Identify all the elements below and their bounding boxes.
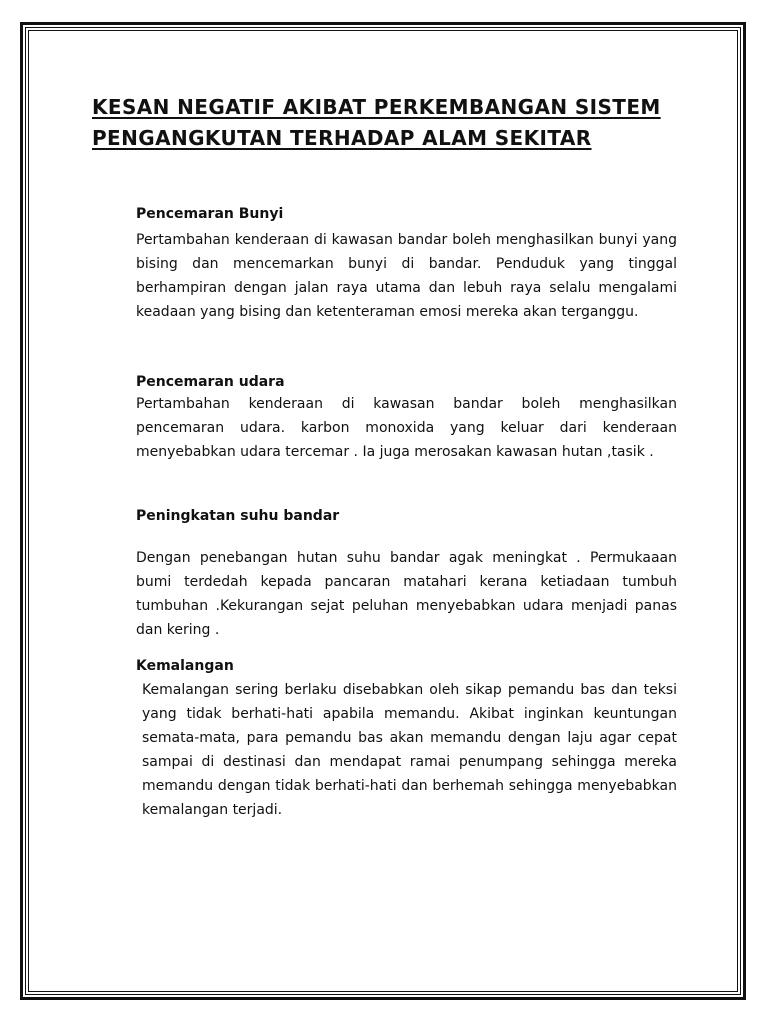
section-body: Dengan penebangan hutan suhu bandar agak meningkat . Permukaaan bumi terdedah kepada pancaran matahari kerana ketiadaan tumbuh tumbuhan .Kekurangan sejat peluhan menyebabkan udara menjadi panas dan kering . — [136, 550, 677, 638]
document-title: KESAN NEGATIF AKIBAT PERKEMBANGAN SISTEM PENGANGKUTAN TERHADAP ALAM SEKITAR — [92, 95, 661, 150]
section-body: Pertambahan kenderaan di kawasan bandar boleh menghasilkan bunyi yang bising dan mencemarkan bunyi di bandar. Penduduk yang tinggal berhampiran dengan jalan raya utama dan lebuh raya selalu mengalami keadaan yang bising dan ketenteraman emosi mereka akan terganggu. — [136, 232, 677, 320]
section-kemalangan — [136, 656, 677, 822]
section-heading: Peningkatan suhu bandar — [136, 508, 340, 524]
section-body: Pertambahan kenderaan di kawasan bandar boleh menghasilkan pencemaran udara. karbon monoxida yang keluar dari kenderaan menyebabkan udara tercemar . Ia juga merosakan kawasan hutan ,tasik . — [136, 396, 677, 460]
section-pencemaran-bunyi — [136, 204, 677, 324]
section-pencemaran-udara — [136, 372, 677, 464]
section-heading: Pencemaran Bunyi — [136, 206, 284, 222]
section-peningkatan-suhu-bandar — [136, 506, 677, 642]
section-body: Kemalangan sering berlaku disebabkan oleh sikap pemandu bas dan teksi yang tidak berhati-hati apabila memandu. Akibat inginkan keuntungan semata-mata, para pemandu bas akan memandu dengan laju agar cepat sampai di destinasi dan mendapat ramai penumpang sehingga mereka memandu dengan tidak berhati-hati dan berhemah sehingga menyebabkan kemalangan terjadi. — [142, 682, 677, 818]
section-heading: Pencemaran udara — [136, 374, 285, 390]
section-heading: Kemalangan — [136, 658, 234, 674]
